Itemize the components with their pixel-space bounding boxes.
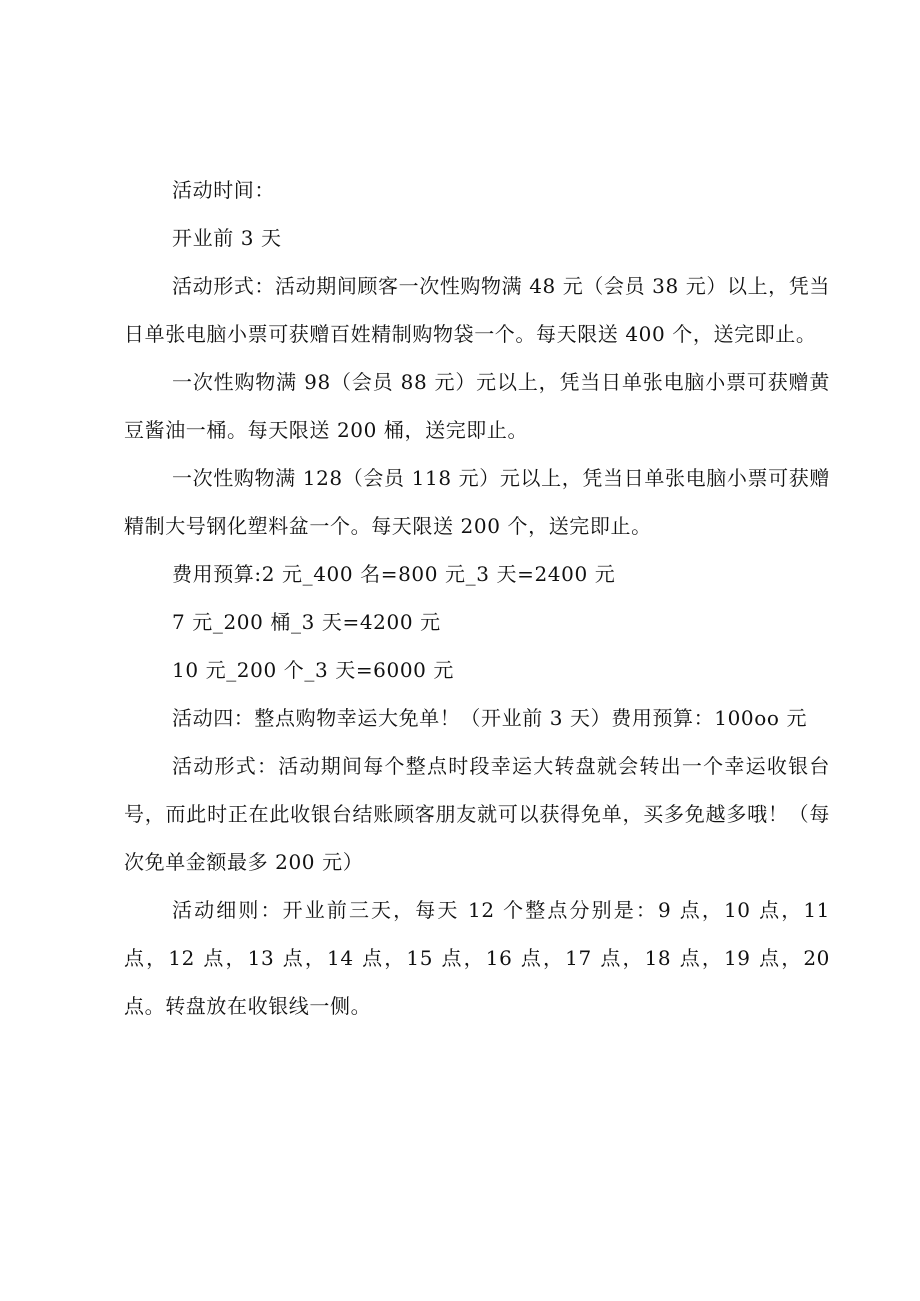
paragraph-activity-four-title: 活动四：整点购物幸运大免单！（开业前 3 天）费用预算：100oo 元 [172, 706, 808, 730]
paragraph-activity-time-value: 开业前 3 天 [172, 226, 282, 250]
paragraph-budget-line-1: 费用预算:2 元_400 名=800 元_3 天=2400 元 [172, 562, 616, 586]
paragraph-activity-four-rules: 活动细则：开业前三天，每天 12 个整点分别是：9 点，10 点，11 点，12 点，13 点，14 点，15 点，16 点，17 点，18 点，19 点，20 点。转盘放在收银线一侧。 [124, 898, 830, 1018]
paragraph-activity-time-label: 活动时间： [172, 178, 275, 202]
paragraph-plastic-basin-gift: 一次性购物满 128（会员 118 元）元以上，凭当日单张电脑小票可获赠精制大号钢化塑料盆一个。每天限送 200 个，送完即止。 [124, 466, 830, 538]
paragraph-soy-sauce-gift: 一次性购物满 98（会员 88 元）元以上，凭当日单张电脑小票可获赠黄豆酱油一桶。每天限送 200 桶，送完即止。 [124, 370, 830, 442]
paragraph-activity-four-form: 活动形式：活动期间每个整点时段幸运大转盘就会转出一个幸运收银台号，而此时正在此收银台结账顾客朋友就可以获得免单，买多免越多哦！（每次免单金额最多 200 元） [124, 754, 830, 874]
paragraph-budget-line-3: 10 元_200 个_3 天=6000 元 [172, 658, 455, 682]
paragraph-activity-form-gift-bag: 活动形式：活动期间顾客一次性购物满 48 元（会员 38 元）以上，凭当日单张电脑小票可获赠百姓精制购物袋一个。每天限送 400 个，送完即止。 [124, 274, 830, 346]
paragraph-budget-line-2: 7 元_200 桶_3 天=4200 元 [172, 610, 441, 634]
document-body [124, 166, 830, 1030]
